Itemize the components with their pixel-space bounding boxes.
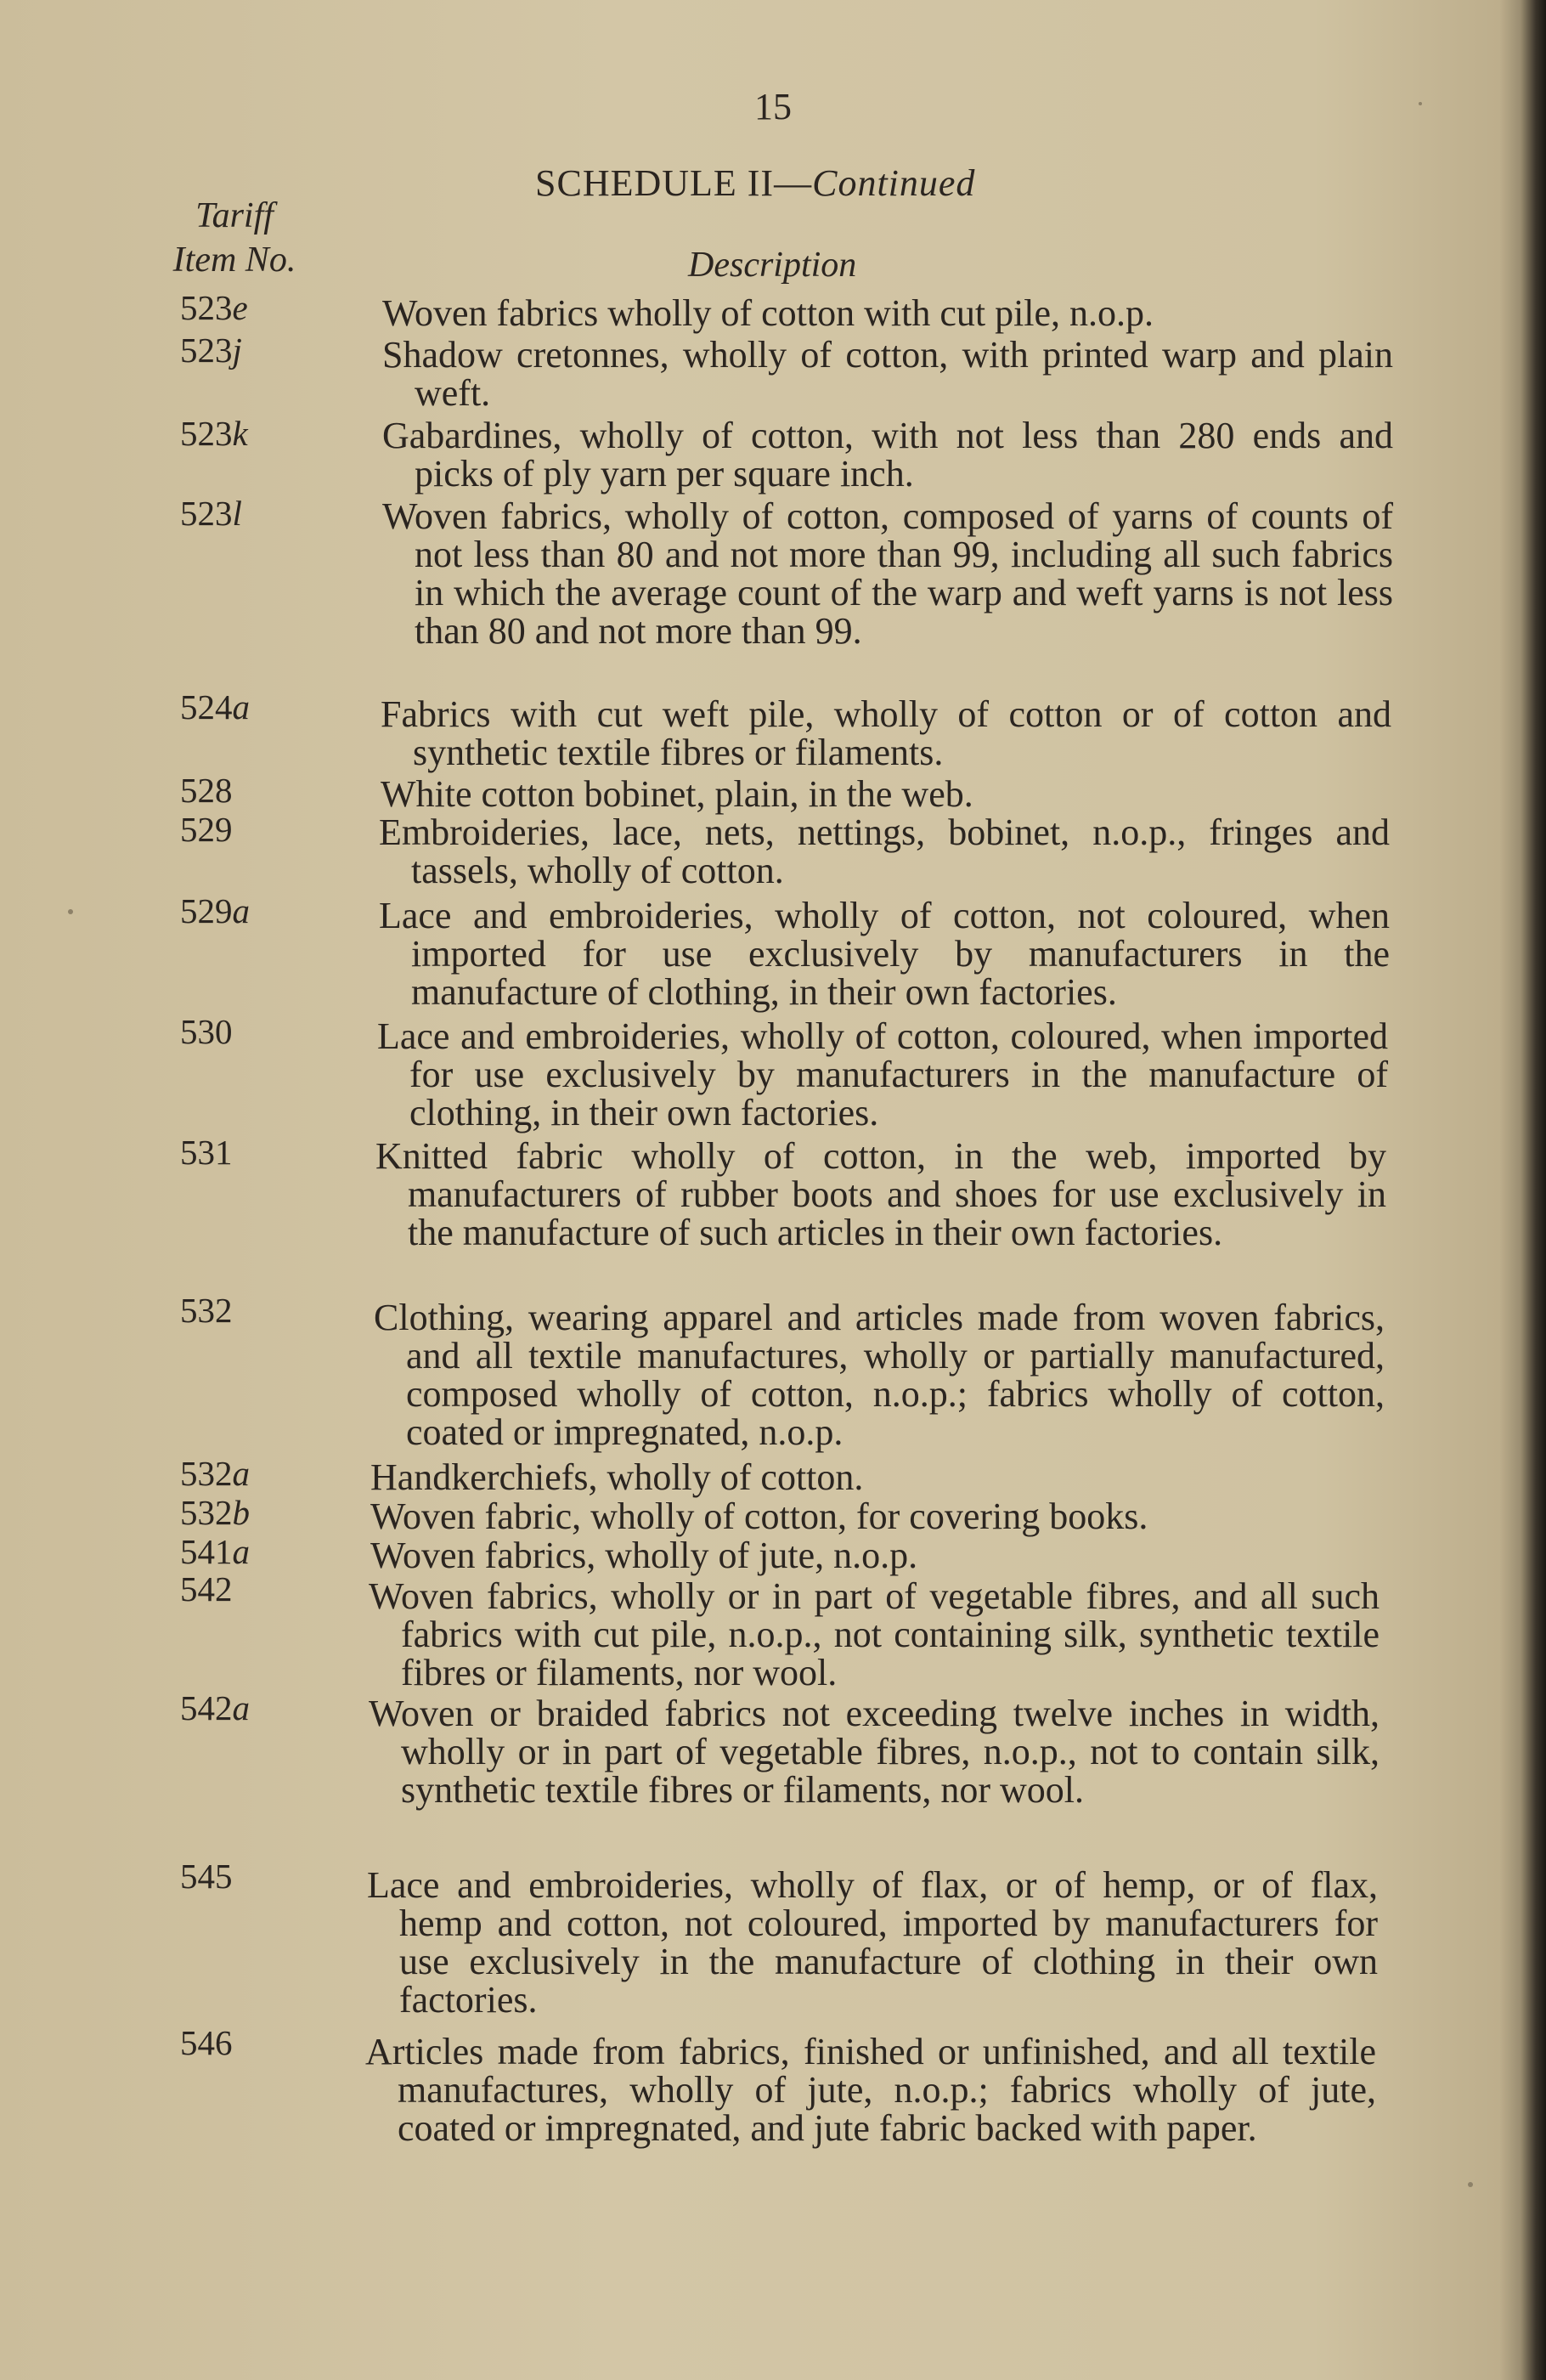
tariff-item-number: 523e: [180, 288, 248, 327]
tariff-item-number: 529: [180, 810, 233, 849]
book-spine-shadow: [1521, 0, 1546, 2380]
tariff-item-description: Clothing, wearing apparel and articles made from woven fabrics, and all textile manufactures, wholly or partially manufactured, composed wholly of cotton, n.o.p.; fabrics wholly of cotton, coated or impregnated, n.o.p.: [374, 1297, 1385, 1453]
tariff-item-description: Woven fabrics, wholly or in part of vegetable fibres, and all such fabrics with cut pile, n.o.p., not containing silk, synthetic textile fibres or filaments, nor wool.: [369, 1575, 1380, 1693]
tariff-item-description: Woven fabrics, wholly of jute, n.o.p.: [370, 1535, 918, 1576]
tariff-item-description: Woven or braided fabrics not exceeding twelve inches in width, wholly or in part of vegetable fibres, n.o.p., not to contain silk, synthetic textile fibres or filaments, nor wool.: [369, 1693, 1380, 1811]
tariff-item-number: 524a: [180, 687, 250, 726]
tariff-item-number: 545: [180, 1857, 233, 1896]
tariff-item-number: 546: [180, 2023, 233, 2062]
paper-speck: [1468, 2182, 1473, 2187]
tariff-item-description: Gabardines, wholly of cotton, with not less than 280 ends and picks of ply yarn per square inch.: [382, 415, 1393, 495]
description-column-header: Description: [688, 246, 857, 285]
tariff-item-description: Lace and embroideries, wholly of cotton, not coloured, when imported for use exclusively by manufacturers in the manufacture of clothing, in their own factories.: [379, 895, 1390, 1013]
tariff-item-number: 523j: [180, 331, 242, 370]
tariff-item-description: Knitted fabric wholly of cotton, in the web, imported by manufacturers of rubber boots and shoes for use exclusively in the manufacture of such articles in their own factories.: [375, 1135, 1386, 1253]
tariff-item-description: Articles made from fabrics, finished or unfinished, and all textile manufactures, wholly of jute, n.o.p.; fabrics wholly of jute, coated or impregnated, and jute fabric backed with paper.: [365, 2031, 1376, 2149]
tariff-item-description: Fabrics with cut weft pile, wholly of cotton or of cotton and synthetic textile fibres or filaments.: [381, 693, 1391, 773]
schedule-heading: [535, 161, 975, 205]
tariff-item-description: Woven fabrics, wholly of cotton, composed of yarns of counts of not less than 80 and not more than 99, including all such fabrics in which the average count of the warp and weft yarns is not less than 80 and not more than 99.: [382, 495, 1393, 652]
paper-speck: [1419, 102, 1422, 105]
paper-speck: [68, 909, 73, 914]
tariff-item-number: 532b: [180, 1493, 250, 1532]
tariff-item-number: 529a: [180, 891, 250, 930]
tariff-item-number: 542a: [180, 1688, 250, 1727]
tariff-item-description: Lace and embroideries, wholly of flax, or of hemp, or of flax, hemp and cotton, not coloured, imported by manufacturers for use exclusively in the manufacture of clothing in their own factories.: [367, 1864, 1378, 2021]
tariff-header-line1: Tariff: [195, 196, 274, 235]
tariff-column-header: [150, 194, 319, 282]
schedule-continued: Continued: [812, 162, 976, 204]
tariff-item-number: 523l: [180, 494, 242, 533]
tariff-item-description: Shadow cretonnes, wholly of cotton, with printed warp and plain weft.: [382, 334, 1393, 414]
tariff-item-number: 532a: [180, 1454, 250, 1493]
tariff-item-number: 523k: [180, 414, 248, 453]
tariff-item-description: Lace and embroideries, wholly of cotton, coloured, when imported for use exclusively by manufacturers in the manufacture of clothing, in their own factories.: [377, 1015, 1388, 1133]
tariff-item-description: Handkerchiefs, wholly of cotton.: [370, 1456, 864, 1498]
tariff-item-description: Woven fabrics wholly of cotton with cut pile, n.o.p.: [382, 292, 1154, 334]
tariff-item-number: 542: [180, 1569, 233, 1608]
tariff-item-number: 531: [180, 1133, 233, 1172]
tariff-item-description: Embroideries, lace, nets, nettings, bobinet, n.o.p., fringes and tassels, wholly of cotton.: [379, 811, 1390, 891]
tariff-item-number: 532: [180, 1291, 233, 1330]
tariff-item-number: 528: [180, 771, 233, 810]
page-number: 15: [754, 86, 792, 127]
schedule-title: SCHEDULE II—: [535, 162, 813, 204]
tariff-header-line2: Item No.: [172, 240, 296, 280]
tariff-item-number: 530: [180, 1012, 233, 1051]
tariff-item-description: Woven fabric, wholly of cotton, for covering books.: [370, 1495, 1148, 1537]
tariff-item-number: 541a: [180, 1532, 250, 1571]
tariff-item-description: White cotton bobinet, plain, in the web.: [381, 773, 973, 815]
